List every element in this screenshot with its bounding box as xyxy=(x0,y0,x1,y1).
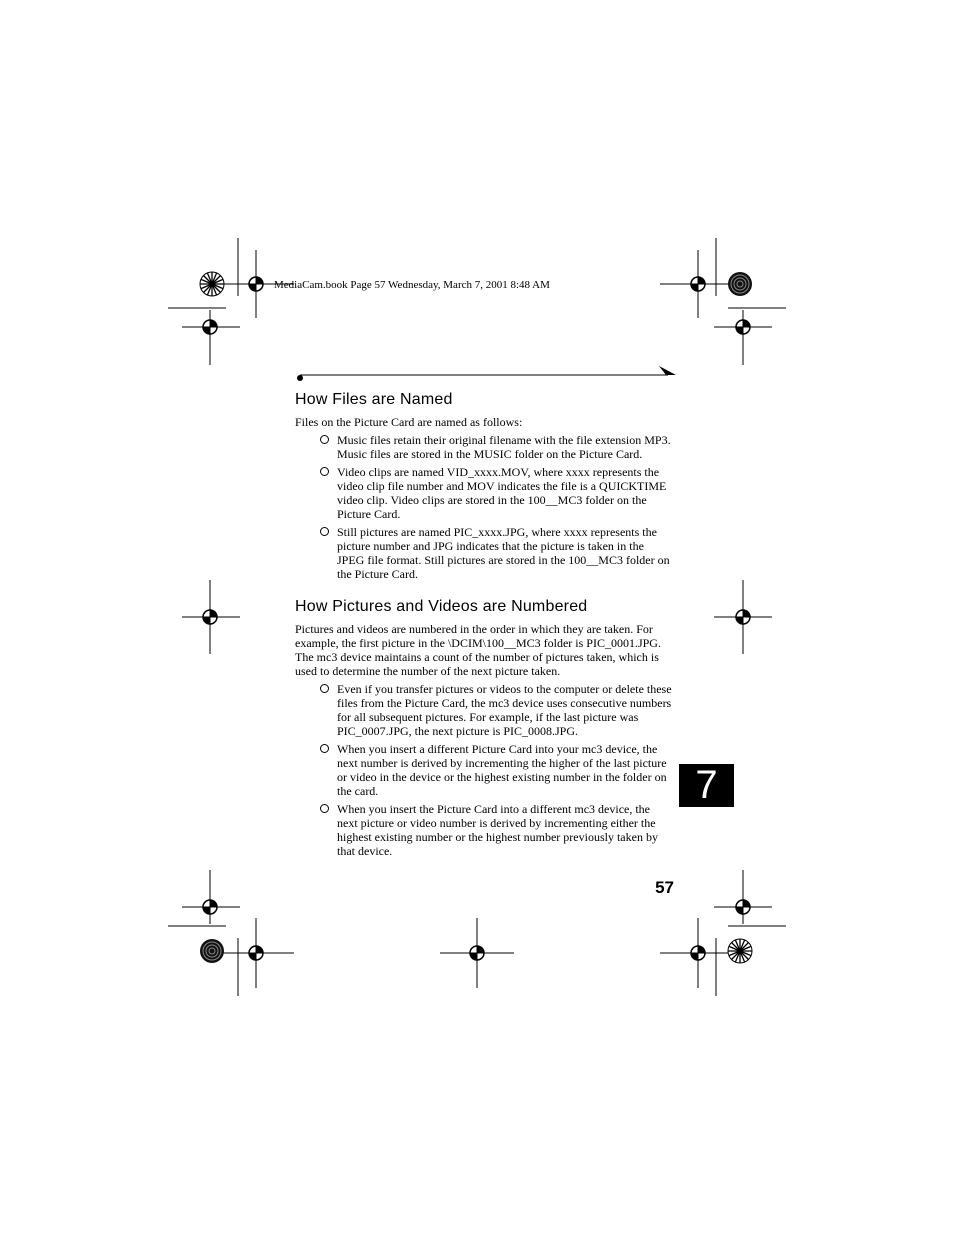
list-item: When you insert a different Picture Card into your mc3 device, the next number is derived by incrementing the higher of the last picture or video in the device or the highest existing number in the folder on the card. xyxy=(337,742,673,798)
list-item: Even if you transfer pictures or videos to the computer or delete these files from the Picture Card, the mc3 device uses consecutive numbers for all subsequent pictures. For example, if the last picture was PIC_0007.JPG, the next picture is PIC_0008.JPG. xyxy=(337,682,673,738)
circle-bullet-icon xyxy=(320,684,329,693)
page-number: 57 xyxy=(655,878,674,897)
section-heading-numbering: How Pictures and Videos are Numbered xyxy=(295,598,588,615)
chapter-tab: 7 xyxy=(679,764,734,807)
header-rule xyxy=(297,366,676,381)
circle-bullet-icon xyxy=(320,467,329,476)
circle-bullet-icon xyxy=(320,435,329,444)
bullet-list-numbering xyxy=(295,682,673,858)
circle-bullet-icon xyxy=(320,527,329,536)
section-intro-files: Files on the Picture Card are named as follows: xyxy=(295,415,523,429)
list-item: Still pictures are named PIC_xxxx.JPG, where xxxx represents the picture number and JPG indicates that the picture is taken in the JPEG file format. Still pictures are stored in the 100__MC3 folder on the Picture Card. xyxy=(337,525,673,581)
book-info-line: MediaCam.book Page 57 Wednesday, March 7, 2001 8:48 AM xyxy=(274,279,550,291)
section-heading-files: How Files are Named xyxy=(295,391,453,408)
list-item: When you insert the Picture Card into a different mc3 device, the next picture or video number is derived by incrementing either the highest existing number or the highest number previously taken by that device. xyxy=(337,802,673,858)
list-item: Video clips are named VID_xxxx.MOV, where xxxx represents the video clip file number and MOV indicates the file is a QUICKTIME video clip. Video clips are stored in the 100__MC3 folder on the Picture Card. xyxy=(337,465,673,521)
circle-bullet-icon xyxy=(320,744,329,753)
page-content xyxy=(295,389,673,862)
bullet-list-files xyxy=(295,433,673,581)
section-intro-numbering: Pictures and videos are numbered in the order in which they are taken. For example, the first picture in the \DCIM\100__MC3 folder is PIC_0001.JPG. The mc3 device maintains a count of the number of pictures taken, which is used to determine the number of the next picture taken. xyxy=(295,622,661,678)
circle-bullet-icon xyxy=(320,804,329,813)
list-item: Music files retain their original filename with the file extension MP3. Music files are stored in the MUSIC folder on the Picture Card. xyxy=(337,433,673,461)
